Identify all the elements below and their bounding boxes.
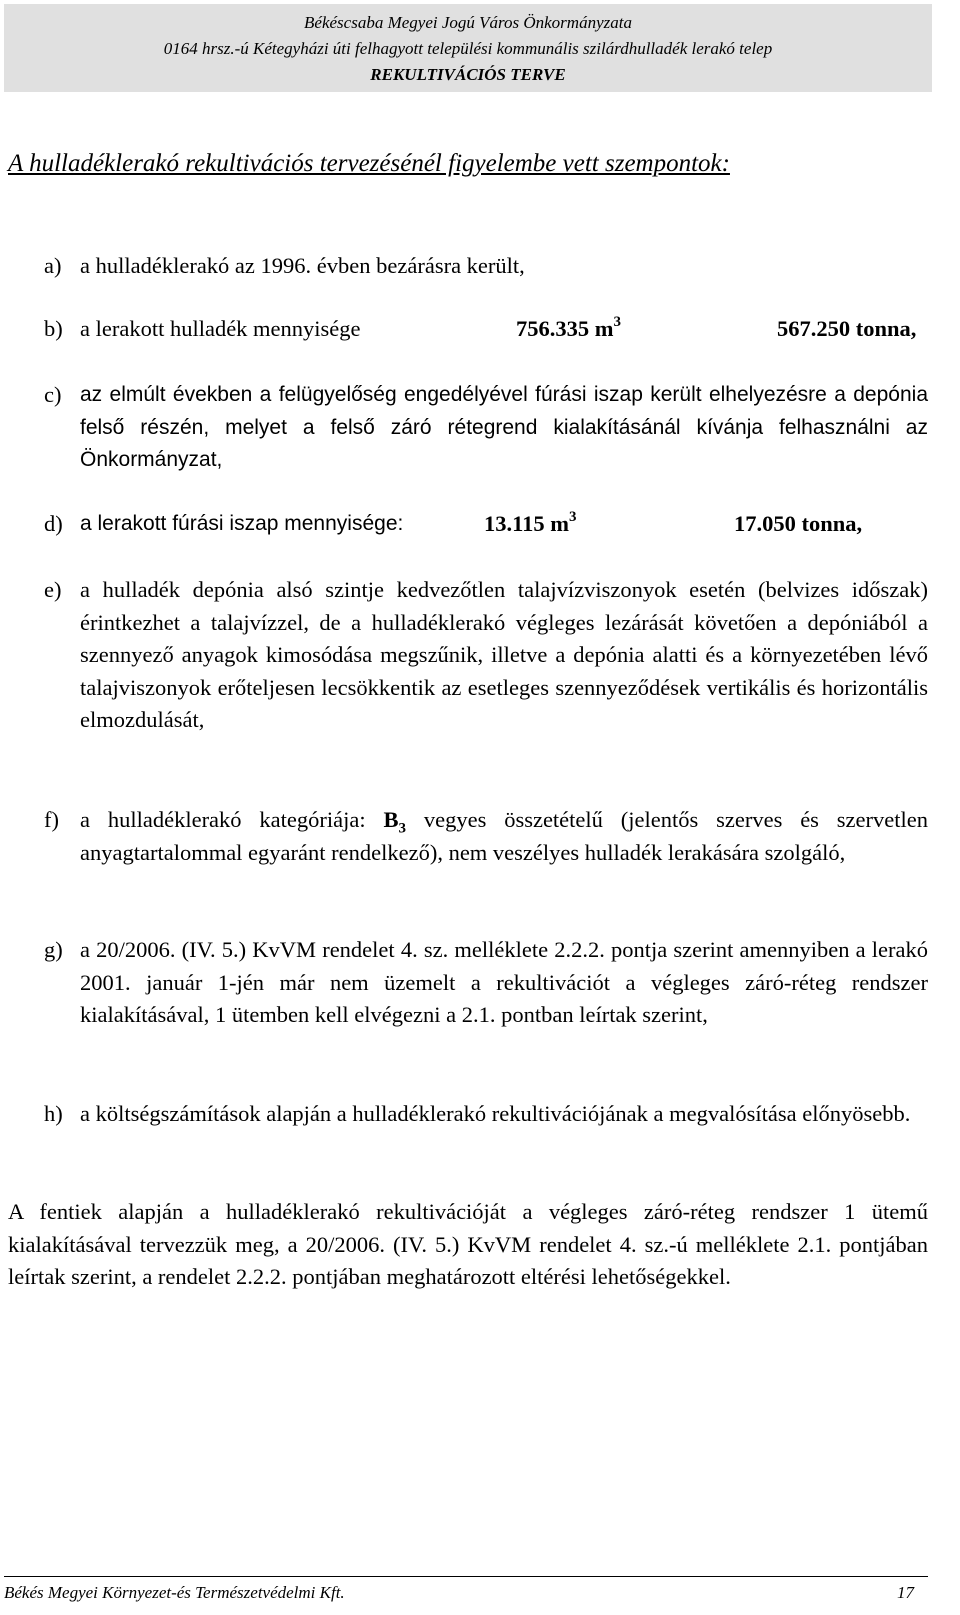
sludge-mass: 17.050 tonna, — [734, 511, 863, 536]
item-label: d) — [44, 511, 63, 536]
landfill-category: $B_3$ — [383, 807, 406, 837]
item-text: a költségszámítások alapján a hulladéklerakó rekultivációjának a megvalósítása előnyösebb. — [80, 1101, 911, 1126]
item-label: f) — [44, 807, 59, 832]
list-item-c — [44, 379, 928, 477]
item-text: a lerakott fúrási iszap mennyisége: — [80, 512, 404, 535]
item-label: b) — [44, 316, 63, 341]
list-item-d — [44, 508, 928, 541]
item-text: az elmúlt években a felügyelőség engedélyével fúrási iszap került elhelyezésre a depónia felső részén, melyet a felső záró rétegrend kialakításánál kívánja felhasználni az Önkormányzat, — [80, 383, 928, 471]
item-text: a lerakott hulladék mennyisége — [80, 316, 361, 341]
page-header — [4, 4, 932, 92]
list-item-e — [44, 574, 928, 737]
header-municipality: Békéscsaba Megyei Jogú Város Önkormányzata — [304, 13, 632, 32]
waste-volume: 756.335 $m^3$ — [516, 313, 621, 341]
item-text: a hulladéklerakó kategóriája: $B_3$ vegyes összetételű (jelentős szerves és szervetlen anyagtartalommal egyaránt rendelkező), nem veszélyes hulladék lerakására szolgáló, — [80, 807, 928, 865]
conclusion-paragraph: A fentiek alapján a hulladéklerakó rekultivációját a végleges záró-réteg rendszer 1 ütemű kialakításával tervezzük meg, a 20/2006. (IV. 5.) KvVM rendelet 4. sz.-ú melléklete 2.1. pontjában leírtak szerint, a rendelet 2.2.2. pontjában meghatározott eltérési lehetőségekkel. — [8, 1199, 928, 1289]
item-label: c) — [44, 382, 62, 407]
item-label: e) — [44, 577, 62, 602]
page-number: 17 — [897, 1583, 914, 1602]
item-label: g) — [44, 937, 63, 962]
list-item-h — [44, 1098, 928, 1131]
list-item-a — [44, 250, 928, 283]
section-title: A hulladéklerakó rekultivációs tervezésénél figyelembe vett szempontok: — [8, 150, 730, 177]
item-text: a 20/2006. (IV. 5.) KvVM rendelet 4. sz. melléklete 2.2.2. pontja szerint amennyiben a lerakó 2001. január 1-jén már nem üzemelt a rekultivációt a végleges záró-réteg rendszer kialakításával, 1 ütemben kell elvégezni a 2.1. pontban leírtak szerint, — [80, 937, 928, 1027]
page-footer — [4, 1576, 928, 1603]
item-text: a hulladék depónia alsó szintje kedvezőtlen talajvízviszonyok esetén (belvizes időszak) érintkezhet a talajvízzel, de a hulladéklerakó végleges lezárását követően a depóniából a szennyező anyagok kimosódása megszűnik, illetve a depónia alatti és a környezetében lévő talajviszonyok erőteljesen lecsökkentik az esetleges szennyeződések vertikális és horizontális elmozdulását, — [80, 577, 928, 732]
item-label: a) — [44, 253, 62, 278]
list-item-b — [44, 313, 928, 346]
list-item-g — [44, 934, 928, 1032]
footer-company: Békés Megyei Környezet-és Természetvédelmi Kft. — [4, 1583, 345, 1602]
header-site: 0164 hrsz.-ú Kétegyházi úti felhagyott települési kommunális szilárdhulladék lerakó telep — [163, 39, 773, 58]
list-item-f — [44, 804, 928, 869]
header-plan-title: REKULTIVÁCIÓS TERVE — [370, 65, 566, 84]
waste-mass: 567.250 tonna, — [777, 316, 917, 341]
item-label: h) — [44, 1101, 63, 1126]
sludge-volume: 13.115 $m^3$ — [484, 508, 577, 536]
item-text: a hulladéklerakó az 1996. évben bezárásra került, — [80, 253, 525, 278]
